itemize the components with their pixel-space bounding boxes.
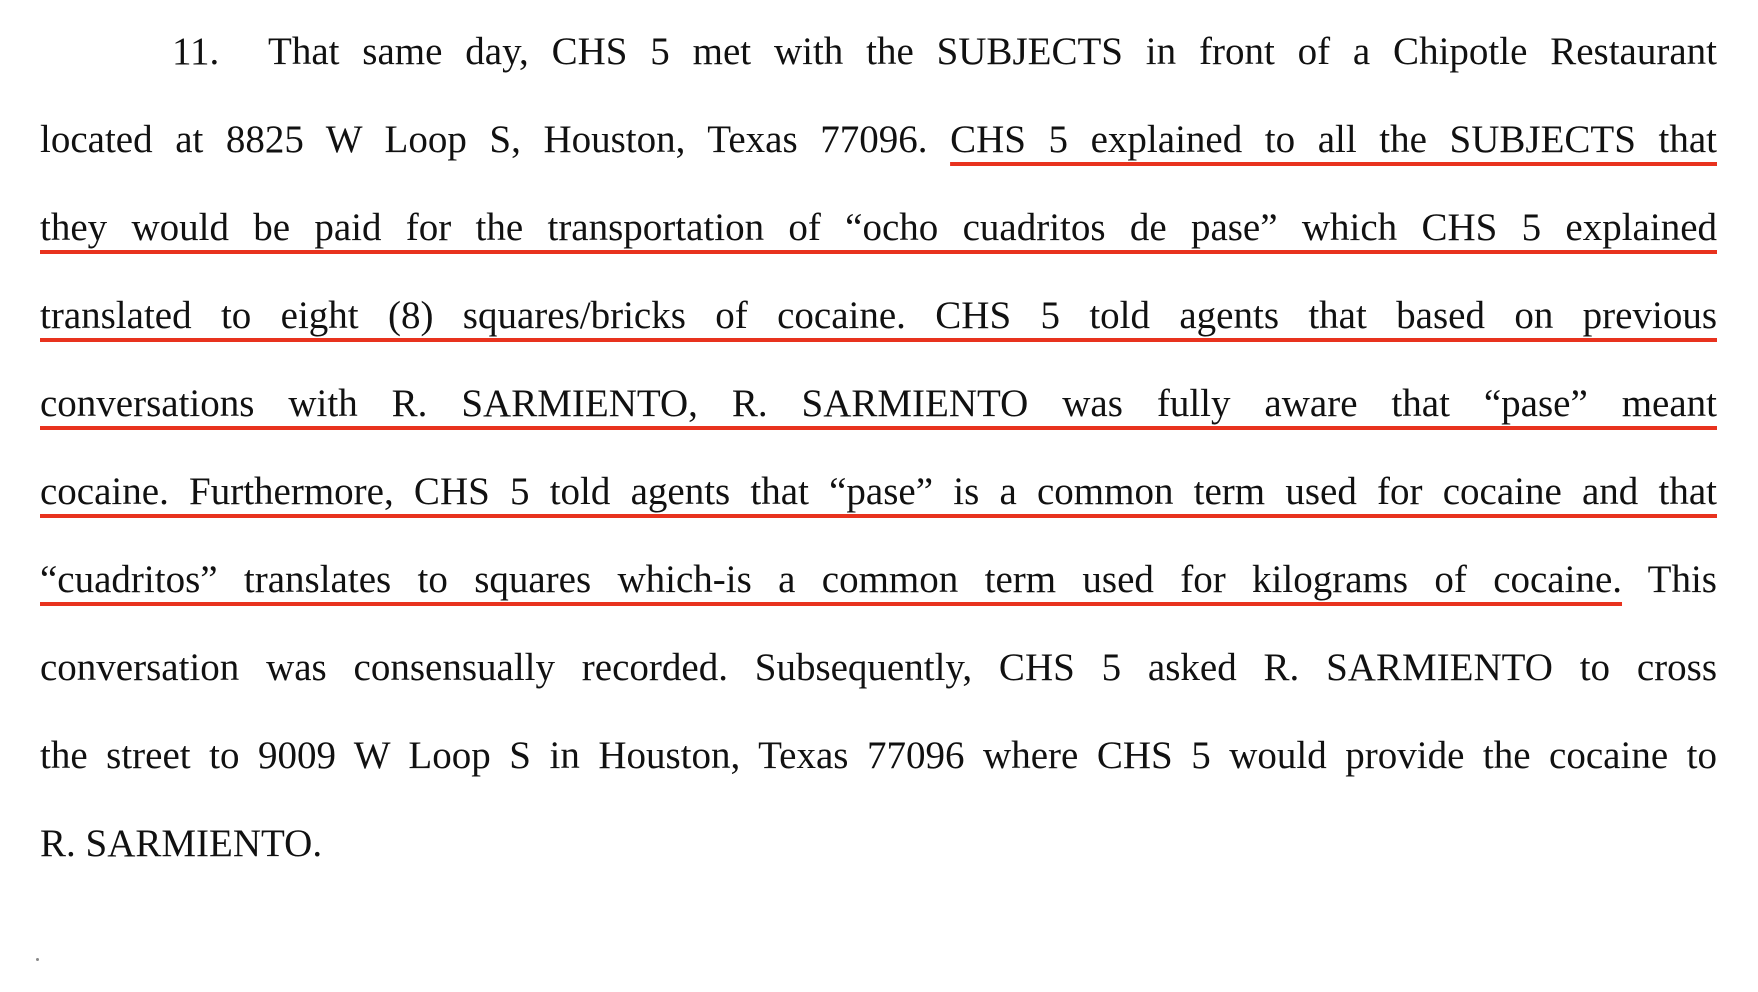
highlighted-text: CHS 5 explained to all the SUBJECTS that [950,118,1717,161]
text-line-5 [40,378,1717,430]
text-line-4 [40,290,1717,342]
line-text: located at 8825 W Loop S, Houston, Texas 77096. [40,118,951,161]
text-line-8 [40,642,1717,694]
text-line-10 [40,818,1717,870]
line-text: R. SARMIENTO. [40,822,323,865]
scan-speck [36,958,39,961]
line-text: This [1622,558,1717,601]
line-text: the street to 9009 W Loop S in Houston, Texas 77096 where CHS 5 would provide the cocaine to [40,734,1717,777]
text-line-2 [40,114,1717,166]
line-text: conversation was consensually recorded. Subsequently, CHS 5 asked R. SARMIENTO to cross [40,646,1717,689]
highlighted-text: translated to eight (8) squares/bricks of cocaine. CHS 5 told agents that based on previous [40,294,1717,337]
highlighted-text: conversations with R. SARMIENTO, R. SARMIENTO was fully aware that “pase” meant [40,382,1717,425]
text-line-6 [40,466,1717,518]
paragraph-number: 11. [172,30,220,73]
highlighted-text: cocaine. Furthermore, CHS 5 told agents that “pase” is a common term used for cocaine and that [40,470,1717,513]
text-line-3 [40,202,1717,254]
text-line-1 [172,26,1717,78]
highlighted-text: they would be paid for the transportation of “ocho cuadritos de pase” which CHS 5 explained [40,206,1717,249]
text-line-9 [40,730,1717,782]
text-line-7 [40,554,1717,606]
highlighted-text: “cuadritos” translates to squares which-is a common term used for kilograms of cocaine. [40,558,1623,601]
line-text: That same day, CHS 5 met with the SUBJECTS in front of a Chipotle Restaurant [268,30,1717,73]
